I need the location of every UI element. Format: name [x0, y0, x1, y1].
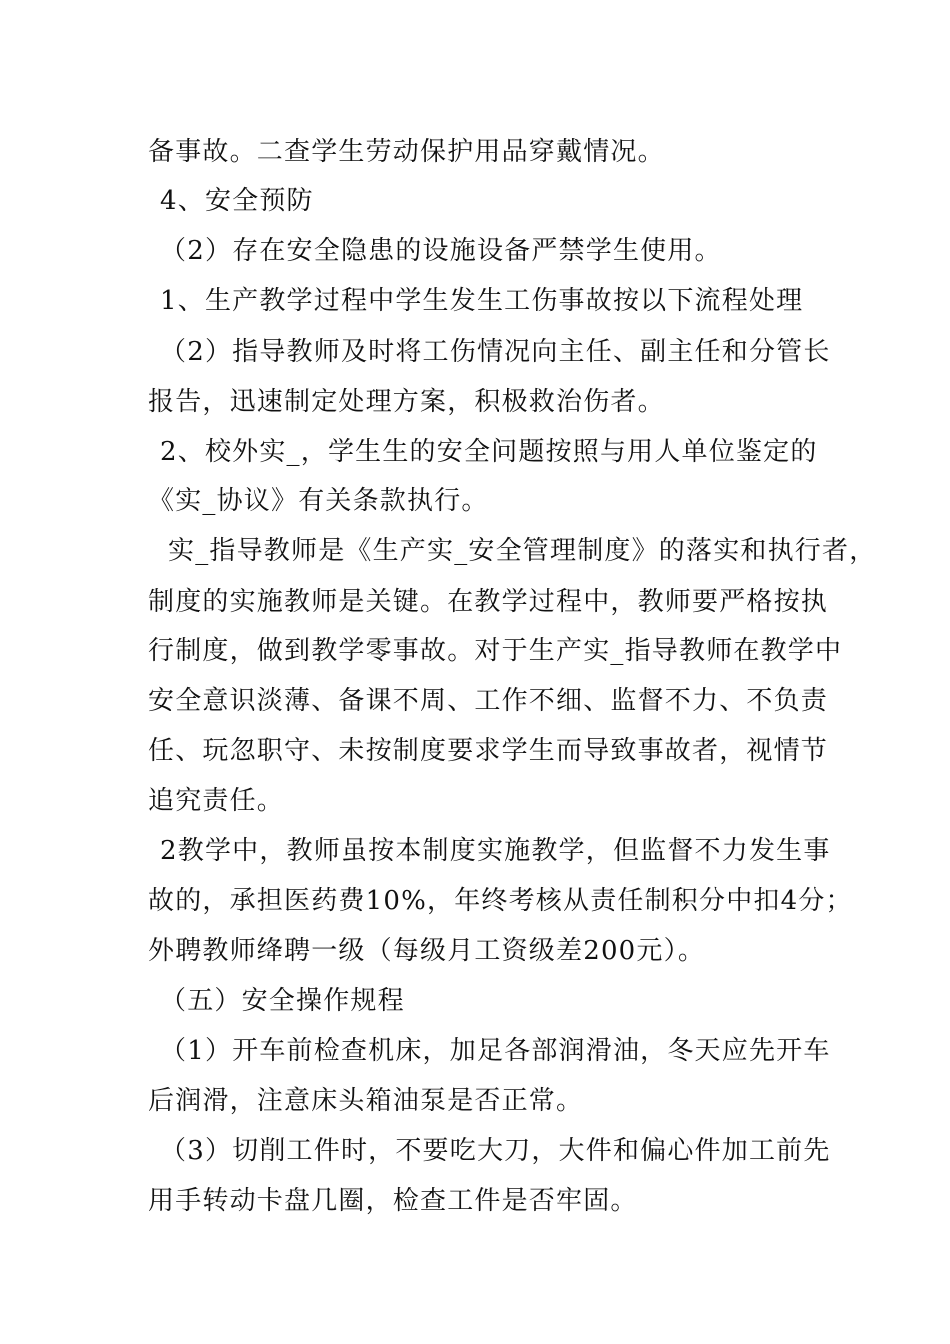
body-text-line: 2教学中，教师虽按本制度实施教学，但监督不力发生事 — [160, 836, 831, 866]
body-text-line: 外聘教师绛聘一级（每级月工资级差200元）。 — [148, 936, 706, 966]
body-text-line: 故的，承担医药费10%，年终考核从责任制积分中扣4分； — [148, 886, 853, 916]
section-heading: 1、生产教学过程中学生发生工伤事故按以下流程处理 — [160, 286, 804, 316]
body-text-line: 实_指导教师是《生产实_安全管理制度》的落实和执行者， — [168, 536, 877, 566]
body-text-line: 安全意识淡薄、备课不周、工作不细、监督不力、不负责 — [148, 686, 829, 716]
list-item: 2、校外实_，学生生的安全问题按照与用人单位鉴定的 — [160, 437, 818, 467]
section-heading: （五）安全操作规程 — [160, 986, 405, 1016]
body-text-line: 追究责任。 — [148, 786, 285, 816]
body-text-line: 制度的实施教师是关键。在教学过程中，教师要严格按执 — [148, 587, 829, 617]
body-text-line: 《实_协议》有关条款执行。 — [148, 486, 489, 516]
body-text-line: 备事故。二查学生劳动保护用品穿戴情况。 — [148, 137, 665, 167]
list-item: （2）存在安全隐患的设施设备严禁学生使用。 — [160, 236, 722, 266]
body-text-line: 任、玩忽职守、未按制度要求学生而导致事故者，视情节 — [148, 736, 829, 766]
body-text-line: 后润滑，注意床头箱油泵是否正常。 — [148, 1086, 584, 1116]
body-text-line: 报告，迅速制定处理方案，积极救治伤者。 — [148, 387, 665, 417]
body-text-line: 用手转动卡盘几圈，检查工件是否牢固。 — [148, 1186, 638, 1216]
list-item: （1）开车前检查机床，加足各部润滑油，冬天应先开车 — [160, 1036, 831, 1066]
list-item: （2）指导教师及时将工伤情况向主任、副主任和分管长 — [160, 337, 831, 367]
body-text-line: 行制度，做到教学零事故。对于生产实_指导教师在教学中 — [148, 636, 843, 666]
section-heading: 4、安全预防 — [160, 186, 314, 216]
list-item: （3）切削工件时，不要吃大刀，大件和偏心件加工前先 — [160, 1136, 831, 1166]
